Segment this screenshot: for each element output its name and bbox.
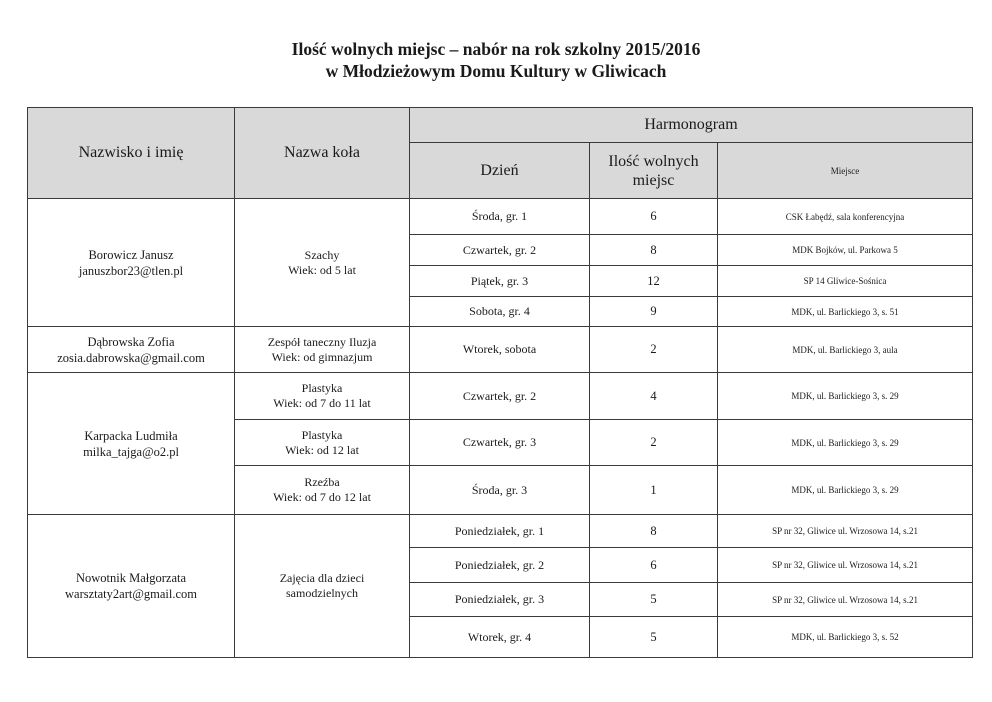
person-cell bbox=[28, 199, 235, 327]
circle-age: Wiek: od 7 do 12 lat bbox=[273, 490, 371, 504]
place-cell: MDK, ul. Barlickiego 3, s. 29 bbox=[718, 466, 973, 515]
free-places-cell: 5 bbox=[590, 617, 718, 658]
place-cell: SP nr 32, Gliwice ul. Wrzosowa 14, s.21 bbox=[718, 515, 973, 548]
circle-age: samodzielnych bbox=[286, 586, 358, 600]
circle-age: Wiek: od 5 lat bbox=[288, 262, 356, 277]
circle-age: Wiek: od 12 lat bbox=[285, 442, 359, 457]
free-places-cell: 1 bbox=[590, 466, 718, 515]
circle-name: Szachy bbox=[304, 247, 340, 262]
day-cell: Wtorek, gr. 4 bbox=[410, 617, 590, 658]
table-row bbox=[28, 327, 973, 373]
circle-cell bbox=[235, 420, 410, 466]
free-places-cell: 2 bbox=[590, 327, 718, 373]
circle-name: Zespół taneczny Iluzja bbox=[267, 334, 377, 349]
title-line-2: w Młodzieżowym Domu Kultury w Gliwicach bbox=[325, 61, 667, 81]
table-row bbox=[28, 373, 973, 420]
person-cell bbox=[28, 327, 235, 373]
day-cell: Sobota, gr. 4 bbox=[410, 297, 590, 327]
circle-cell bbox=[235, 327, 410, 373]
circle-cell bbox=[235, 199, 410, 327]
circle-cell bbox=[235, 515, 410, 658]
header-circle: Nazwa koła bbox=[235, 108, 410, 199]
day-cell: Wtorek, sobota bbox=[410, 327, 590, 373]
place-cell: MDK, ul. Barlickiego 3, s. 29 bbox=[718, 373, 973, 420]
header-row-1 bbox=[28, 108, 973, 143]
header-free-places: Ilość wolnych miejsc bbox=[590, 143, 718, 199]
circle-cell bbox=[235, 466, 410, 515]
header-place: Miejsce bbox=[718, 143, 973, 199]
circle-name: Zajęcia dla dzieci bbox=[279, 571, 365, 585]
day-cell: Czwartek, gr. 3 bbox=[410, 420, 590, 466]
schedule-table bbox=[27, 107, 973, 658]
circle-cell bbox=[235, 373, 410, 420]
title-line-1: Ilość wolnych miejsc – nabór na rok szkolny 2015/2016 bbox=[291, 39, 701, 59]
person-name: Nowotnik Małgorzata bbox=[75, 571, 187, 585]
place-cell: MDK, ul. Barlickiego 3, s. 52 bbox=[718, 617, 973, 658]
free-places-cell: 4 bbox=[590, 373, 718, 420]
circle-name: Rzeźba bbox=[304, 475, 340, 489]
day-cell: Poniedziałek, gr. 1 bbox=[410, 515, 590, 548]
circle-age: Wiek: od gimnazjum bbox=[271, 349, 373, 364]
place-cell: SP nr 32, Gliwice ul. Wrzosowa 14, s.21 bbox=[718, 548, 973, 583]
free-places-cell: 8 bbox=[590, 235, 718, 266]
circle-name: Plastyka bbox=[301, 381, 343, 395]
place-cell: SP 14 Gliwice-Sośnica bbox=[718, 266, 973, 297]
day-cell: Piątek, gr. 3 bbox=[410, 266, 590, 297]
place-cell: SP nr 32, Gliwice ul. Wrzosowa 14, s.21 bbox=[718, 583, 973, 617]
free-places-cell: 5 bbox=[590, 583, 718, 617]
person-email: zosia.dabrowska@gmail.com bbox=[57, 350, 205, 365]
header-schedule: Harmonogram bbox=[410, 108, 973, 143]
day-cell: Środa, gr. 3 bbox=[410, 466, 590, 515]
person-name: Dąbrowska Zofia bbox=[87, 334, 175, 349]
table-row bbox=[28, 515, 973, 548]
day-cell: Czwartek, gr. 2 bbox=[410, 235, 590, 266]
place-cell: CSK Łabędź, sala konferencyjna bbox=[718, 199, 973, 235]
person-cell bbox=[28, 373, 235, 515]
header-day: Dzień bbox=[410, 143, 590, 199]
document-title bbox=[0, 38, 992, 82]
circle-age: Wiek: od 7 do 11 lat bbox=[273, 396, 371, 410]
place-cell: MDK, ul. Barlickiego 3, s. 29 bbox=[718, 420, 973, 466]
person-name: Karpacka Ludmiła bbox=[84, 428, 178, 443]
free-places-cell: 6 bbox=[590, 548, 718, 583]
day-cell: Poniedziałek, gr. 3 bbox=[410, 583, 590, 617]
person-email: warsztaty2art@gmail.com bbox=[65, 587, 197, 601]
person-name: Borowicz Janusz bbox=[88, 247, 174, 262]
free-places-cell: 9 bbox=[590, 297, 718, 327]
free-places-cell: 8 bbox=[590, 515, 718, 548]
person-cell bbox=[28, 515, 235, 658]
place-cell: MDK Bojków, ul. Parkowa 5 bbox=[718, 235, 973, 266]
free-places-cell: 6 bbox=[590, 199, 718, 235]
place-cell: MDK, ul. Barlickiego 3, s. 51 bbox=[718, 297, 973, 327]
place-cell: MDK, ul. Barlickiego 3, aula bbox=[718, 327, 973, 373]
day-cell: Środa, gr. 1 bbox=[410, 199, 590, 235]
day-cell: Poniedziałek, gr. 2 bbox=[410, 548, 590, 583]
free-places-cell: 12 bbox=[590, 266, 718, 297]
table-row bbox=[28, 199, 973, 235]
free-places-cell: 2 bbox=[590, 420, 718, 466]
header-name: Nazwisko i imię bbox=[28, 108, 235, 199]
person-email: januszbor23@tlen.pl bbox=[78, 263, 184, 278]
person-email: milka_tajga@o2.pl bbox=[83, 444, 179, 459]
day-cell: Czwartek, gr. 2 bbox=[410, 373, 590, 420]
circle-name: Plastyka bbox=[301, 427, 343, 442]
